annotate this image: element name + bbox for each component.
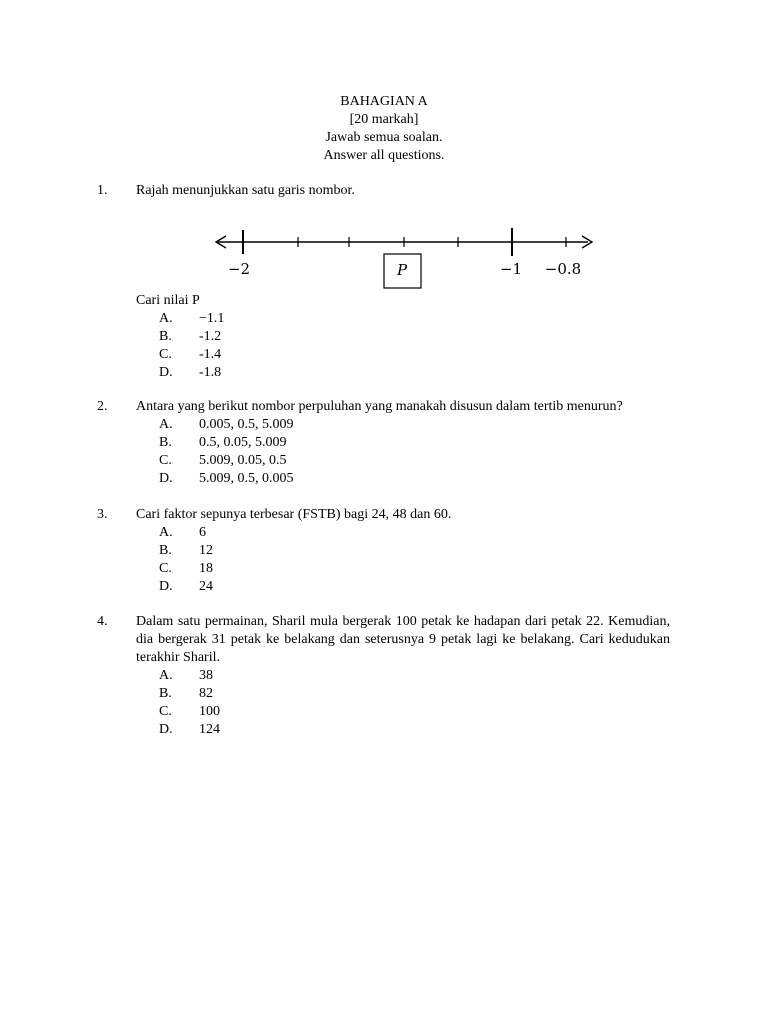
question-2 (97, 398, 670, 488)
option-value: 6 (199, 525, 206, 540)
option-value: 38 (199, 668, 213, 683)
option-letter: B. (159, 543, 172, 558)
number-line-figure (212, 225, 602, 295)
option-value: 0.5, 0.05, 5.009 (199, 435, 287, 450)
question-1 (97, 182, 670, 200)
option-letter: A. (159, 525, 173, 540)
option-letter: C. (159, 561, 172, 576)
question-prompt: Cari nilai P (136, 293, 200, 308)
option-letter: C. (159, 453, 172, 468)
question-text: Cari faktor sepunya terbesar (FSTB) bagi 24, 48 dan 60. (136, 507, 452, 522)
instruction-malay: Jawab semua soalan. (325, 130, 443, 145)
option-value: 0.005, 0.5, 5.009 (199, 417, 294, 432)
option-value: 24 (199, 579, 213, 594)
section-header (0, 93, 768, 165)
option-letter: D. (159, 365, 173, 380)
tick-label-minus-2: −2 (227, 260, 251, 278)
options-list (136, 310, 436, 382)
option-letter: C. (159, 704, 172, 719)
unknown-p-label: P (396, 261, 408, 279)
option-c (136, 346, 436, 364)
option-value: -1.2 (199, 329, 222, 344)
section-marks: [20 markah] (349, 112, 419, 127)
option-d (136, 721, 670, 739)
option-letter: C. (159, 347, 172, 362)
option-a (136, 416, 670, 434)
option-a (136, 524, 670, 542)
option-letter: A. (159, 668, 173, 683)
option-value: 82 (199, 686, 213, 701)
option-letter: A. (159, 417, 173, 432)
option-value: 100 (199, 704, 220, 719)
option-d (136, 364, 436, 382)
option-value: 18 (199, 561, 213, 576)
option-letter: D. (159, 722, 173, 737)
question-text: Rajah menunjukkan satu garis nombor. (136, 183, 355, 198)
question-number: 3. (97, 507, 108, 522)
option-value: 5.009, 0.05, 0.5 (199, 453, 287, 468)
option-b (136, 542, 670, 560)
tick-label-minus-1: −1 (499, 260, 523, 278)
option-value: 124 (199, 722, 220, 737)
option-b (136, 685, 670, 703)
option-letter: D. (159, 471, 173, 486)
question-text: Antara yang berikut nombor perpuluhan yang manakah disusun dalam tertib menurun? (136, 399, 623, 414)
question-number: 4. (97, 614, 108, 629)
option-c (136, 560, 670, 578)
option-value: −1.1 (199, 311, 225, 326)
option-d (136, 470, 670, 488)
question-number: 1. (97, 183, 108, 198)
option-letter: B. (159, 435, 172, 450)
option-value: 12 (199, 543, 213, 558)
option-letter: D. (159, 579, 173, 594)
option-c (136, 703, 670, 721)
question-4 (97, 613, 670, 739)
option-a (136, 667, 670, 685)
option-letter: A. (159, 311, 173, 326)
option-letter: B. (159, 686, 172, 701)
question-text: Dalam satu permainan, Sharil mula bergerak 100 petak ke hadapan dari petak 22. Kemudian, dia bergerak 31 petak ke belakang dan seterusnya 9 petak lagi ke belakang. Cari kedudukan terakhir Sharil. (136, 614, 670, 665)
option-value: -1.4 (199, 347, 222, 362)
option-c (136, 452, 670, 470)
option-b (136, 434, 670, 452)
option-b (136, 328, 436, 346)
option-a (136, 310, 436, 328)
option-value: 5.009, 0.5, 0.005 (199, 471, 294, 486)
option-letter: B. (159, 329, 172, 344)
question-number: 2. (97, 399, 108, 414)
section-title: BAHAGIAN A (340, 94, 428, 109)
instruction-english: Answer all questions. (323, 148, 445, 163)
tick-label-minus-0-8: −0.8 (544, 260, 582, 278)
question-3 (97, 506, 670, 596)
option-d (136, 578, 670, 596)
option-value: -1.8 (199, 365, 222, 380)
